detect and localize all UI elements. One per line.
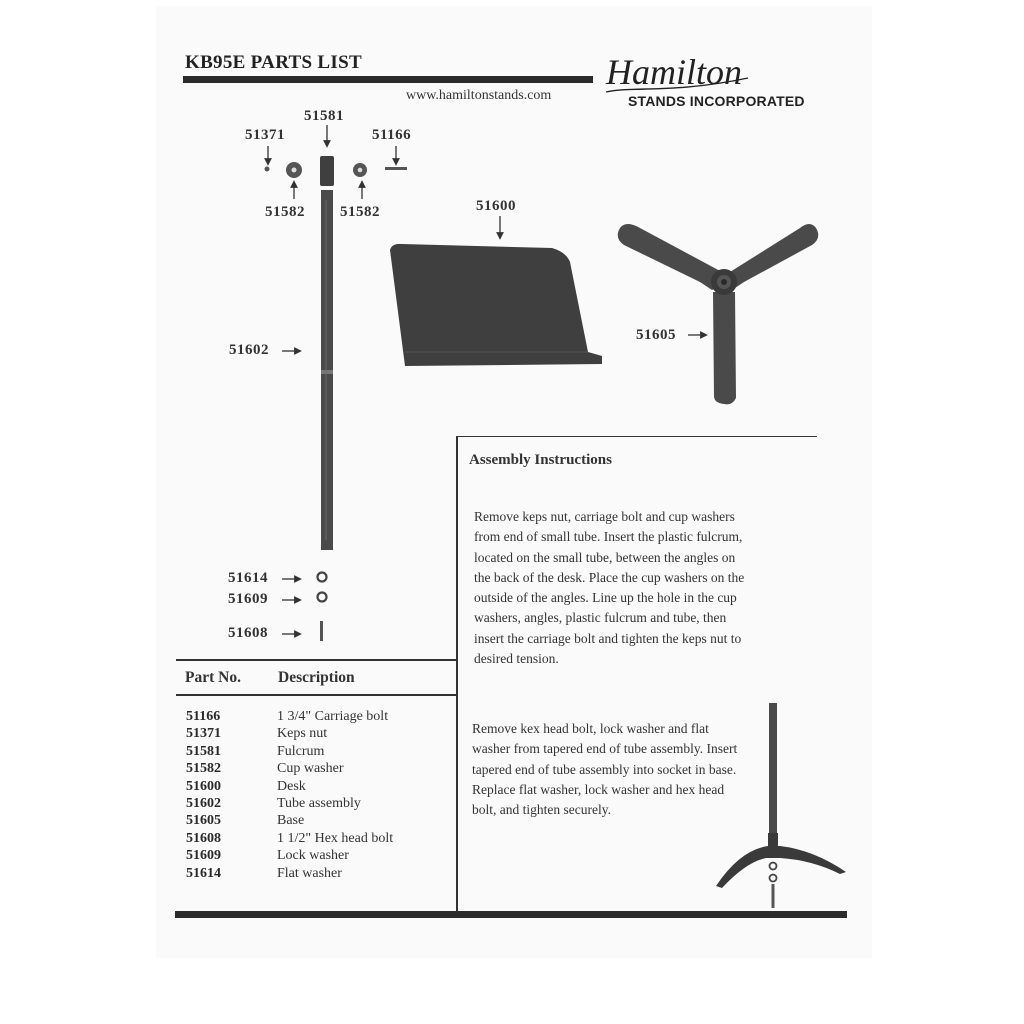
callout-51371: 51371 [245,127,285,143]
table-row-part: 51371 [186,726,221,742]
page-title: KB95E PARTS LIST [185,52,362,73]
table-row-desc: Lock washer [277,848,349,864]
callout-51608: 51608 [228,625,268,641]
col-header-description: Description [278,669,355,686]
table-header-rule [176,694,457,696]
table-row-desc: Base [277,813,305,829]
carriage-bolt-part [385,167,407,170]
instructions-paragraph-2: Remove kex head bolt, lock washer and flat washer from tapered end of tube assembly. Insert tapered end of tube assembly into socket in base. Replace flat washer, lock washer and hex head bolt, and tighten securely. [472,721,738,818]
table-row-desc: 1 1/2" Hex head bolt [277,830,394,846]
instructions-top-rule [457,436,817,437]
tube-part [321,190,333,370]
callout-51582-right: 51582 [340,204,380,220]
table-row-part: 51602 [186,796,221,812]
keps-nut-part [265,167,270,172]
table-row-desc: Flat washer [277,865,342,881]
part-number-list [186,708,276,882]
fulcrum-part [320,156,334,186]
table-row-part: 51581 [186,743,221,759]
table-row-part: 51608 [186,830,221,846]
callout-51609: 51609 [228,591,268,607]
desk-part [390,244,602,366]
callout-51581: 51581 [304,108,344,124]
flat-washer-part [318,573,327,582]
col-header-part: Part No. [185,669,241,686]
callout-51166: 51166 [372,127,412,143]
lock-washer-part [318,593,327,602]
description-list [277,708,457,882]
table-row-desc: Fulcrum [277,743,325,759]
table-row-part: 51614 [186,865,221,881]
table-row-desc: 1 3/4" Carriage bolt [277,709,389,724]
table-row-desc: Desk [277,778,306,794]
callout-51602: 51602 [229,342,269,358]
instructions-paragraph-1: Remove keps nut, carriage bolt and cup washers from end of small tube. Insert the plastic fulcrum, located on the small tube, between the angles on the back of the desk. Place the cup washers on the outside of the angles. Line up the hole in the cup washers, angles, plastic fulcrum and tube, then insert the carriage bolt and tighten the keps nut to desired tension. [474,509,745,667]
table-row-part: 51582 [186,761,221,777]
callout-51582-left: 51582 [265,204,305,220]
callout-51600: 51600 [476,198,516,214]
callout-51614: 51614 [228,570,268,586]
table-row-desc: Tube assembly [277,796,361,812]
table-top-rule [176,659,457,661]
table-row-part: 51605 [186,813,221,829]
hex-bolt-part [320,621,323,641]
table-row-part: 51600 [186,778,221,794]
logo-script-text: Hamilton [606,52,743,92]
instructions-title: Assembly Instructions [469,452,612,468]
table-row-desc: Keps nut [277,726,328,742]
base-part [618,224,819,404]
table-row-part: 51166 [186,709,221,724]
logo-subtitle: STANDS INCORPORATED [628,93,805,109]
footer-rule [175,911,847,918]
website-url[interactable]: www.hamiltonstands.com [406,88,552,103]
callout-51605: 51605 [636,327,676,343]
table-row-part: 51609 [186,848,221,864]
table-row-desc: Cup washer [277,761,344,777]
